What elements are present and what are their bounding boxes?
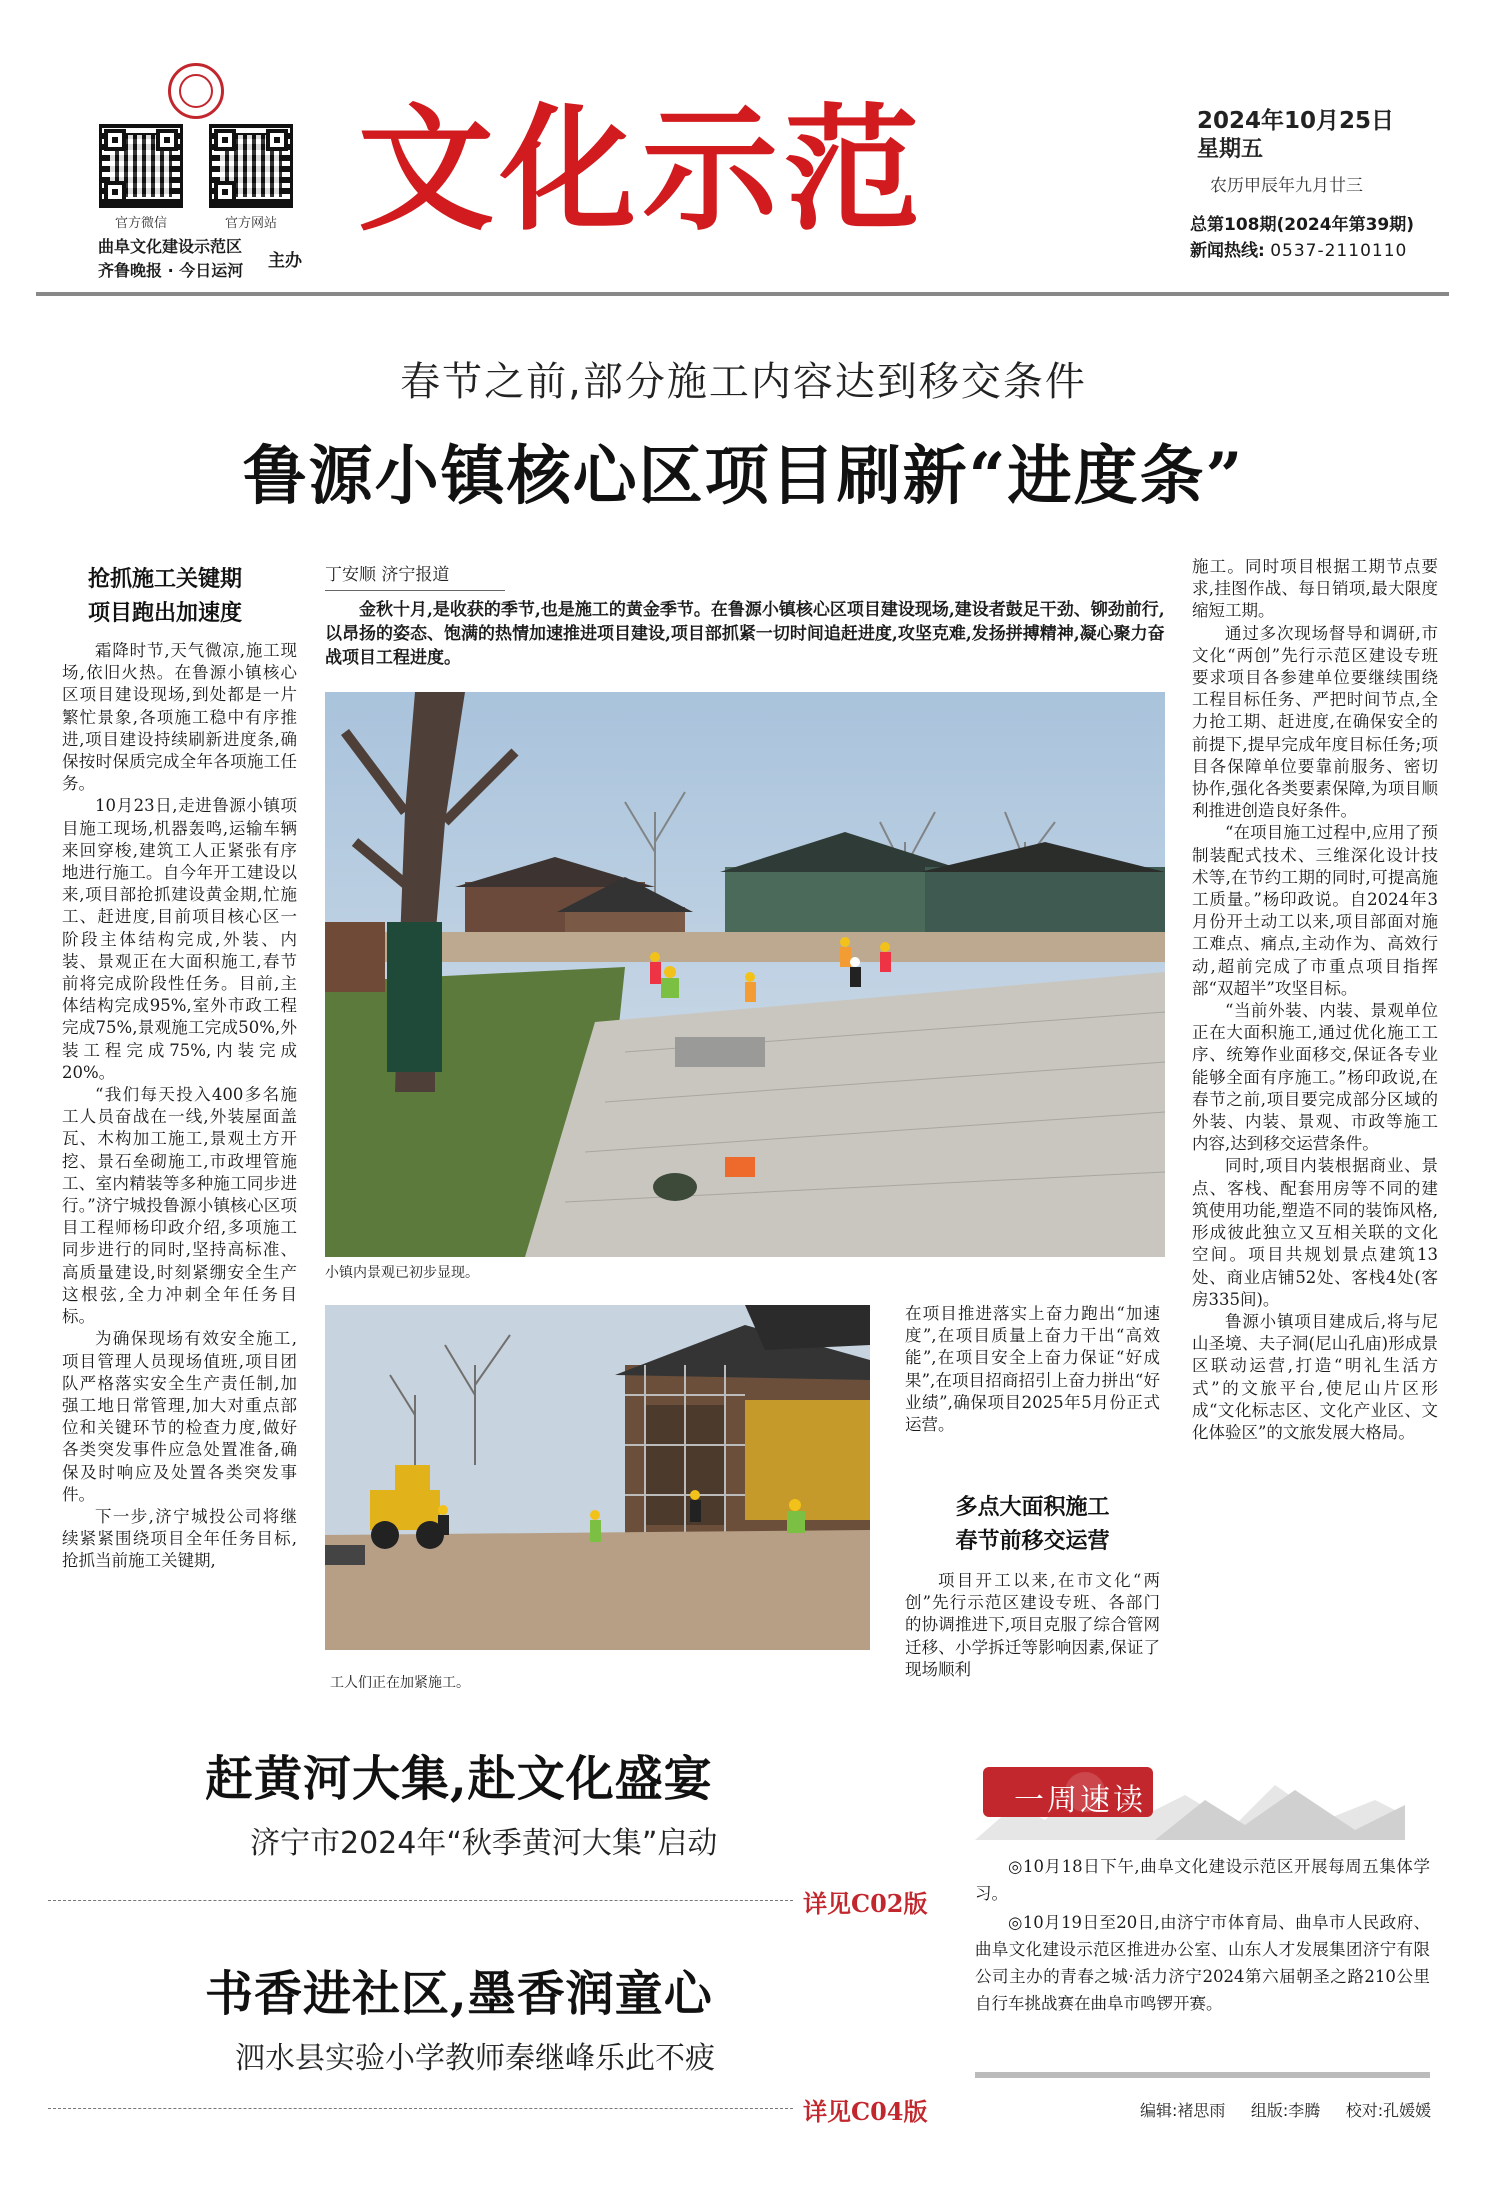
section2-title-line1: 多点大面积施工 bbox=[955, 1494, 1110, 1520]
right-col-para: 施工。同时项目根据工期节点要求,挂图作战、每日销项,最大限度缩短工期。 bbox=[1192, 557, 1438, 621]
photo1-caption: 小镇内景观已初步显现。 bbox=[325, 1265, 479, 1281]
hotline-number: 0537-2110110 bbox=[1270, 241, 1408, 261]
photo2-caption: 工人们正在加紧施工。 bbox=[330, 1675, 470, 1691]
section2-title-line2: 春节前移交运营 bbox=[955, 1528, 1110, 1554]
editor-name: 褚思雨 bbox=[1177, 2101, 1226, 2120]
section1-title-line1: 抢抓施工关键期 bbox=[87, 566, 242, 592]
right-col-para: “当前外装、内装、景观单位正在大面积施工,通过优化施工工序、统筹作业面移交,保证各专业能够全面有序施工。”杨印政说,在春节之前,项目要完成部分区域的外装、内装、景观、市政等施工内容,达到移交运营条件。 bbox=[1192, 1001, 1438, 1154]
layout-name: 李腾 bbox=[1288, 2101, 1321, 2120]
sponsor-suffix: 主办 bbox=[268, 251, 302, 271]
promo1-rule bbox=[48, 1900, 793, 1901]
section2-title bbox=[905, 1490, 1160, 1558]
col1-body bbox=[62, 640, 297, 1680]
proof-name: 孔媛媛 bbox=[1383, 2101, 1432, 2120]
byline-rule bbox=[325, 590, 505, 591]
mid-col-body bbox=[905, 1303, 1160, 1436]
photo-landscape-image bbox=[325, 692, 1165, 1257]
right-col-para: “在项目施工过程中,应用了预制装配式技术、三维深化设计技术等,在节约工期的同时,可提高施工质量。”杨印政说。自2024年3月份开土动工以来,项目部面对施工难点、痛点,主动作为、高效行动,超前完成了市重点项目指挥部“双超半”攻坚目标。 bbox=[1192, 823, 1438, 998]
promo2-see-page[interactable]: 详见C04版 bbox=[803, 2097, 928, 2126]
promo2-headline[interactable]: 书香进社区,墨香润童心 bbox=[205, 1966, 713, 2022]
right-col-body bbox=[1192, 556, 1438, 1686]
photo-landscape[interactable] bbox=[325, 692, 1165, 1257]
promo1-subtitle: 济宁市2024年“秋季黄河大集”启动 bbox=[250, 1826, 718, 1861]
col1-para: 为确保现场有效安全施工,项目管理人员现场值班,项目团队严格落实安全生产责任制,加强工地日常管理,加大对重点部位和关键环节的检查力度,做好各类突发事件应急处置准备,确保及时响应及处置各类突发事件。 bbox=[62, 1329, 297, 1504]
qr-code-wechat[interactable] bbox=[99, 124, 183, 208]
lunar-date: 农历甲辰年九月廿三 bbox=[1210, 176, 1363, 196]
col1-para: 霜降时节,天气微凉,施工现场,依旧火热。在鲁源小镇核心区项目建设现场,到处都是一片繁忙景象,各项施工稳中有序推进,项目建设持续刷新进度条,确保按时保质完成全年各项施工任务。 bbox=[62, 641, 297, 794]
byline: 丁安顺 济宁报道 bbox=[325, 565, 450, 585]
editor-label: 编辑: bbox=[1140, 2101, 1178, 2120]
qr-code-website[interactable] bbox=[209, 124, 293, 208]
promo1-headline[interactable]: 赶黄河大集,赴文化盛宴 bbox=[205, 1751, 713, 1807]
issue-number: 总第108期(2024年第39期) bbox=[1190, 215, 1414, 235]
proof-label: 校对: bbox=[1345, 2101, 1384, 2120]
qr-site-label: 官方网站 bbox=[224, 216, 277, 231]
issue-date: 2024年10月25日 bbox=[1197, 108, 1395, 134]
hotline bbox=[1190, 236, 1407, 261]
mid-col-para: 在项目推进落实上奋力跑出“加速度”,在项目质量上奋力干出“高效能”,在项目安全上奋力保证“好成果”,在项目招商招引上奋力拼出“好业绩”,确保项目2025年5月份正式运营。 bbox=[905, 1304, 1160, 1435]
col1-para: 10月23日,走进鲁源小镇项目施工现场,机器轰鸣,运输车辆来回穿梭,建筑工人正紧张有序地进行施工。自今年开工建设以来,项目部抢抓建设黄金期,忙施工、赶进度,目前项目核心区一阶段主体结构完成,外装、内装、景观正在大面积施工,春节前将完成阶段性任务。目前,主体结构完成95%,室外市政工程完成75%,景观施工完成50%,外装工程完成75%,内装完成20%。 bbox=[62, 796, 297, 1082]
sponsor-line-2: 齐鲁晚报 · 今日运河 bbox=[98, 261, 244, 280]
right-col-para: 同时,项目内装根据商业、景点、客栈、配套用房等不同的建筑使用功能,塑造不同的装饰风格,形成彼此独立又互相关联的文化空间。项目共规划景点建筑13处、商业店铺52处、客栈4处(客房335间)。 bbox=[1192, 1156, 1438, 1309]
footer-credits bbox=[1140, 2098, 1431, 2121]
weekly-item: ◎10月18日下午,曲阜文化建设示范区开展每周五集体学习。 bbox=[975, 1857, 1430, 1903]
section1-title-line2: 项目跑出加速度 bbox=[87, 600, 242, 626]
promo2-subtitle: 泗水县实验小学教师秦继峰乐此不疲 bbox=[235, 2041, 715, 2076]
weekly-bottom-bar bbox=[975, 2072, 1430, 2078]
layout-label: 组版: bbox=[1250, 2101, 1289, 2120]
col1-para: “我们每天投入400多名施工人员奋战在一线,外装屋面盖瓦、木构加工施工,景观土方开挖、景石垒砌施工,市政埋管施工、室内精装等多种施工同步进行。”济宁城投鲁源小镇核心区项目工程师杨印政介绍,多项施工同步进行的同时,坚持高标准、高质量建设,时刻紧绷安全生产这根弦,全力冲刺全年任务目标。 bbox=[62, 1085, 297, 1327]
article-headline: 鲁源小镇核心区项目刷新“进度条” bbox=[242, 439, 1245, 514]
weekly-title: 一周速读 bbox=[1014, 1783, 1146, 1818]
sponsor-line-1: 曲阜文化建设示范区 bbox=[98, 237, 243, 256]
photo-construction[interactable] bbox=[325, 1305, 870, 1650]
right-col-para: 鲁源小镇项目建成后,将与尼山圣境、夫子洞(尼山孔庙)形成景区联动运营,打造“明礼生活方式”的文旅平台,使尼山片区形成“文化标志区、文化产业区、文化体验区”的文旅发展大格局。 bbox=[1192, 1311, 1438, 1442]
section1-title bbox=[60, 562, 270, 630]
weekday: 星期五 bbox=[1197, 137, 1264, 162]
photo-construction-image bbox=[325, 1305, 870, 1650]
promo1-see-page[interactable]: 详见C02版 bbox=[803, 1889, 928, 1918]
paper-title: 文化示范 bbox=[358, 90, 926, 250]
weekly-list bbox=[975, 1853, 1430, 2019]
masthead-rule bbox=[36, 292, 1449, 296]
hotline-label: 新闻热线: bbox=[1190, 241, 1265, 261]
article-lead: 金秋十月,是收获的季节,也是施工的黄金季节。在鲁源小镇核心区项目建设现场,建设者鼓足干劲、铆劲前行,以昂扬的姿态、饱满的热情加速推进项目建设,项目部抓紧一切时间追赶进度,攻坚克难,发扬拼搏精神,凝心聚力奋战项目工程进度。 bbox=[325, 600, 1165, 668]
weekly-item: ◎10月19日至20日,由济宁市体育局、曲阜市人民政府、曲阜文化建设示范区推进办公室、山东人才发展集团济宁有限公司主办的青春之城·活力济宁2024第六届朝圣之路210公里自行车挑战赛在曲阜市鸣锣开赛。 bbox=[975, 1913, 1430, 2013]
col1-para: 下一步,济宁城投公司将继续紧紧围绕项目全年任务目标,抢抓当前施工关键期, bbox=[62, 1506, 297, 1571]
article-subheadline: 春节之前,部分施工内容达到移交条件 bbox=[400, 359, 1087, 405]
mid-col2-para: 项目开工以来,在市文化“两创”先行示范区建设专班、各部门的协调推进下,项目克服了综合管网迁移、小学拆迁等影响因素,保证了现场顺利 bbox=[905, 1571, 1160, 1679]
promo2-rule bbox=[48, 2108, 793, 2109]
right-col-para: 通过多次现场督导和调研,市文化“两创”先行示范区建设专班要求项目各参建单位要继续围绕工程目标任务、严把时间节点,全力抢工期、赶进度,在确保安全的前提下,提早完成年度目标任务;项目各保障单位要靠前服务、密切协作,强化各类要素保障,为项目顺利推进创造良好条件。 bbox=[1192, 623, 1438, 821]
seal-logo bbox=[168, 63, 224, 119]
mid-col2-body bbox=[905, 1570, 1160, 1681]
qr-wechat-label: 官方微信 bbox=[114, 216, 167, 231]
